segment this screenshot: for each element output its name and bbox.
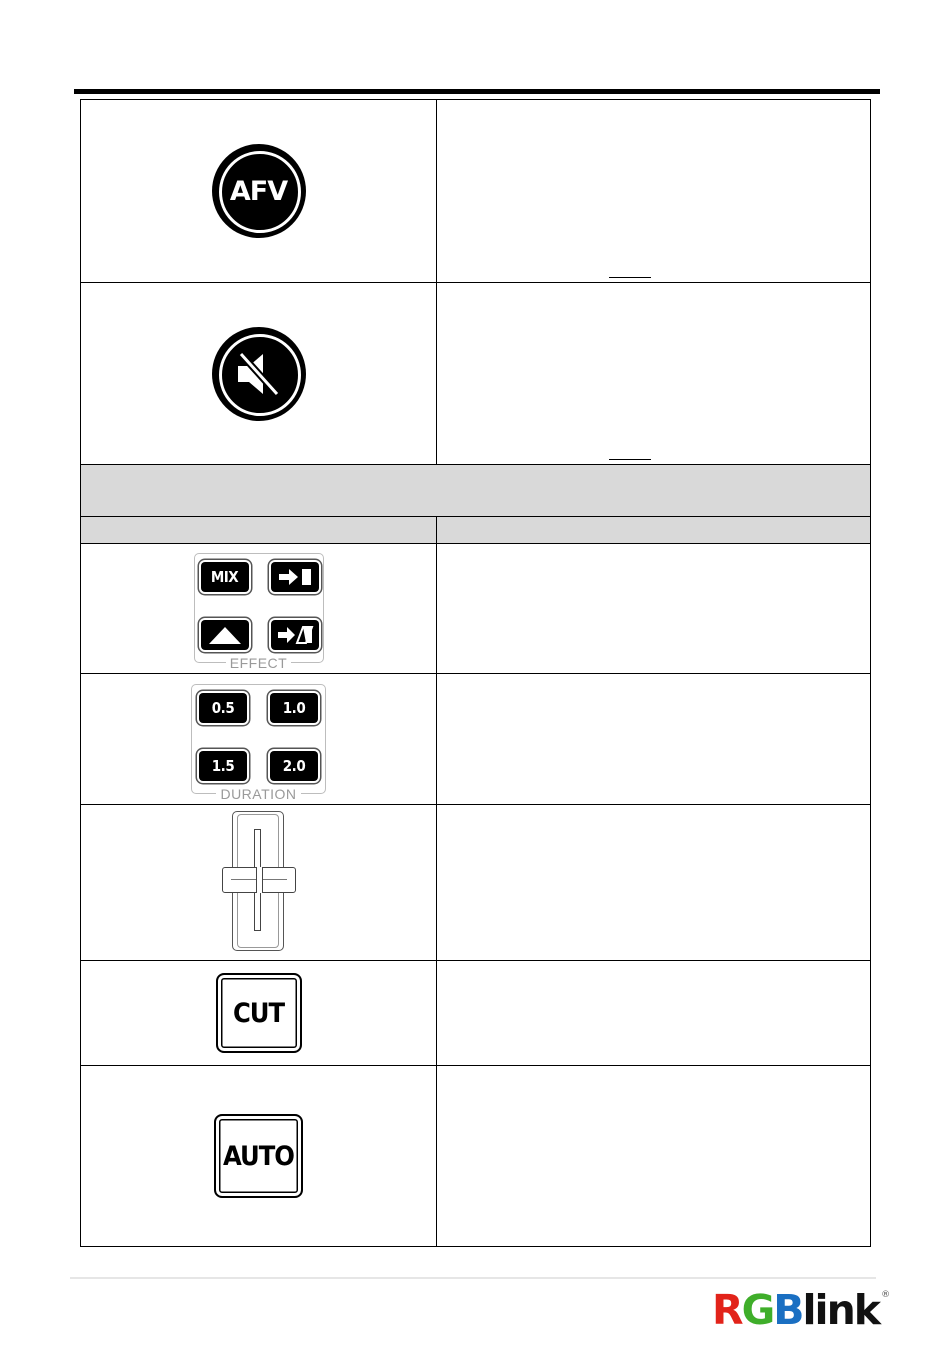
mute-icon-cell (81, 283, 437, 465)
table-row (81, 283, 871, 465)
duration-panel-label: DURATION (192, 786, 325, 802)
table-row (81, 100, 871, 283)
wipe-diagonal-icon (275, 624, 315, 646)
wipe-right-icon (275, 566, 315, 588)
underline-mark (609, 459, 651, 460)
duration-1-0-button[interactable] (270, 693, 318, 723)
auto-icon-cell (81, 1066, 437, 1247)
effect-panel (194, 553, 324, 671)
wipe-diagonal-effect-button[interactable] (271, 620, 319, 650)
afv-icon-cell (81, 100, 437, 283)
controls-table (80, 99, 871, 1247)
rgblink-logo: RGBlink ® (712, 1286, 891, 1334)
duration-label: 2.0 (282, 756, 306, 775)
wipe-up-icon (205, 624, 245, 646)
tbar-description-cell (437, 805, 871, 961)
cut-button-label: CUT (232, 997, 285, 1029)
table-row (81, 1066, 871, 1247)
duration-0-5-button[interactable] (199, 693, 247, 723)
wipe-up-effect-button[interactable] (201, 620, 249, 650)
table-row (81, 544, 871, 674)
duration-panel (191, 684, 326, 802)
afv-button[interactable] (212, 144, 306, 238)
effect-icon-cell (81, 544, 437, 674)
section-header-row (81, 465, 871, 517)
cut-icon-cell (81, 961, 437, 1066)
mix-effect-button[interactable] (201, 562, 249, 592)
mute-button[interactable] (212, 327, 306, 421)
mute-description-cell (437, 283, 871, 465)
duration-1-5-button[interactable] (199, 751, 247, 781)
table-row (81, 674, 871, 805)
column-header-cell (81, 517, 437, 544)
effect-panel-label: EFFECT (195, 655, 323, 671)
underline-mark (609, 277, 651, 278)
auto-button-label: AUTO (223, 1140, 294, 1172)
duration-label: 0.5 (211, 698, 235, 717)
auto-button[interactable] (214, 1114, 303, 1198)
table-row (81, 805, 871, 961)
cut-description-cell (437, 961, 871, 1066)
duration-2-0-button[interactable] (270, 751, 318, 781)
column-header-cell (437, 517, 871, 544)
cut-button[interactable] (216, 973, 302, 1053)
footer-rule (70, 1277, 876, 1279)
duration-label: 1.5 (211, 756, 235, 775)
speaker-muted-icon (229, 344, 289, 404)
section-header-cell (81, 465, 871, 517)
effect-description-cell (437, 544, 871, 674)
duration-label: 1.0 (282, 698, 306, 717)
t-bar-fader[interactable] (222, 811, 296, 953)
auto-description-cell (437, 1066, 871, 1247)
afv-description-cell (437, 100, 871, 283)
afv-button-label: AFV (229, 175, 288, 207)
wipe-right-effect-button[interactable] (271, 562, 319, 592)
column-header-row (81, 517, 871, 544)
fader-handle[interactable] (222, 867, 296, 893)
tbar-icon-cell (81, 805, 437, 961)
table-row (81, 961, 871, 1066)
duration-description-cell (437, 674, 871, 805)
duration-icon-cell (81, 674, 437, 805)
header-rule (74, 89, 880, 94)
mix-label: MIX (210, 568, 239, 586)
